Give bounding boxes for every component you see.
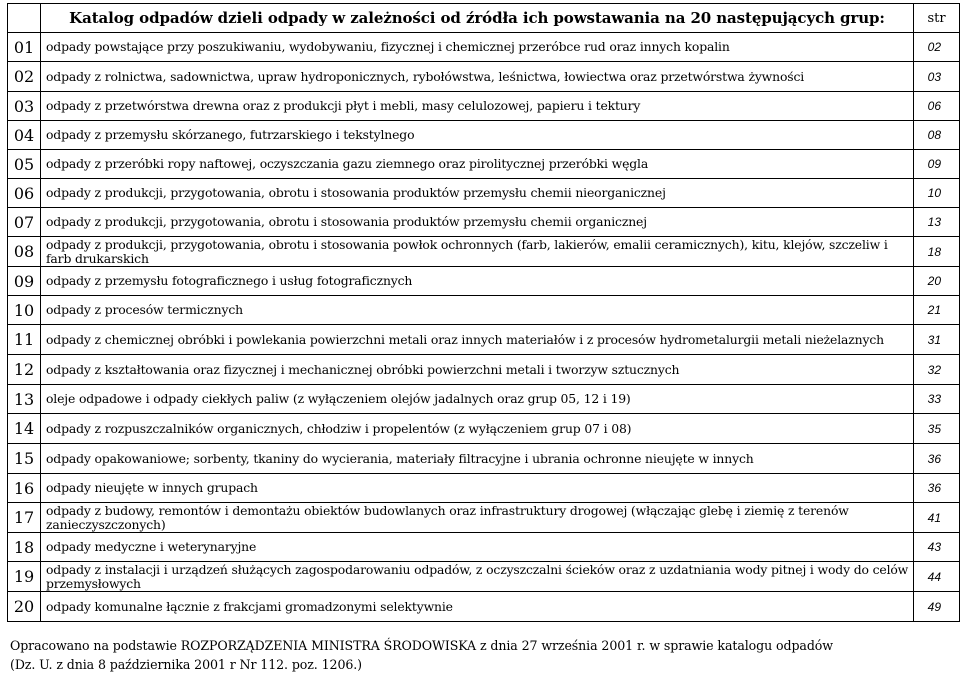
table-row (8, 267, 960, 296)
page-column-header: str (914, 4, 960, 33)
group-page-number: 35 (914, 414, 960, 444)
group-description: odpady z produkcji, przygotowania, obrotu i stosowania produktów przemysłu chemii organicznej (41, 208, 914, 237)
group-code: 20 (8, 592, 41, 622)
source-note-line-1: Opracowano na podstawie ROZPORZĄDZENIA MINISTRA ŚRODOWISKA z dnia 27 września 2001 r. w sprawie katalogu odpadów (10, 638, 833, 653)
group-page-number: 44 (914, 562, 960, 592)
table-row (8, 414, 960, 444)
table-row (8, 355, 960, 385)
group-code: 02 (8, 62, 41, 92)
group-page-number: 13 (914, 208, 960, 237)
group-description: odpady z produkcji, przygotowania, obrotu i stosowania powłok ochronnych (farb, lakierów, emalii ceramicznych), kitu, klejów, szczeliw i farb drukarskich (41, 237, 914, 267)
group-code: 17 (8, 503, 41, 533)
group-code: 08 (8, 237, 41, 267)
waste-catalog-table (7, 3, 960, 622)
group-code: 12 (8, 355, 41, 385)
group-code: 16 (8, 474, 41, 503)
group-page-number: 21 (914, 296, 960, 325)
group-page-number: 31 (914, 325, 960, 355)
group-page-number: 41 (914, 503, 960, 533)
group-description: odpady z budowy, remontów i demontażu obiektów budowlanych oraz infrastruktury drogowej (włączając glebę i ziemię z terenów zanieczyszczonych) (41, 503, 914, 533)
table-row (8, 562, 960, 592)
header-row (8, 4, 960, 33)
source-note (10, 636, 950, 674)
group-description: odpady komunalne łącznie z frakcjami gromadzonymi selektywnie (41, 592, 914, 622)
table-row (8, 296, 960, 325)
group-description: odpady z procesów termicznych (41, 296, 914, 325)
table-row (8, 33, 960, 62)
table-row (8, 444, 960, 474)
table-row (8, 237, 960, 267)
group-description: odpady z produkcji, przygotowania, obrotu i stosowania produktów przemysłu chemii nieorganicznej (41, 179, 914, 208)
group-page-number: 32 (914, 355, 960, 385)
group-code: 05 (8, 150, 41, 179)
catalog-title: Katalog odpadów dzieli odpady w zależności od źródła ich powstawania na 20 następujących grup: (41, 4, 914, 33)
group-code: 19 (8, 562, 41, 592)
group-code: 01 (8, 33, 41, 62)
group-description: odpady medyczne i weterynaryjne (41, 533, 914, 562)
group-description: odpady z chemicznej obróbki i powlekania powierzchni metali oraz innych materiałów i z procesów hydrometalurgii metali nieżelaznych (41, 325, 914, 355)
group-description: odpady z przemysłu skórzanego, futrzarskiego i tekstylnego (41, 121, 914, 150)
table-row (8, 208, 960, 237)
group-page-number: 03 (914, 62, 960, 92)
group-code: 14 (8, 414, 41, 444)
group-page-number: 20 (914, 267, 960, 296)
group-page-number: 09 (914, 150, 960, 179)
groups-body (8, 33, 960, 622)
group-page-number: 43 (914, 533, 960, 562)
table-row (8, 121, 960, 150)
table-row (8, 179, 960, 208)
group-code: 11 (8, 325, 41, 355)
group-description: odpady z przemysłu fotograficznego i usług fotograficznych (41, 267, 914, 296)
table-row (8, 92, 960, 121)
table-row (8, 325, 960, 355)
group-code: 10 (8, 296, 41, 325)
group-page-number: 02 (914, 33, 960, 62)
group-description: odpady z rozpuszczalników organicznych, chłodziw i propelentów (z wyłączeniem grup 07 i 08) (41, 414, 914, 444)
group-page-number: 36 (914, 474, 960, 503)
group-code: 15 (8, 444, 41, 474)
group-description: odpady z kształtowania oraz fizycznej i mechanicznej obróbki powierzchni metali i tworzyw sztucznych (41, 355, 914, 385)
group-description: odpady z rolnictwa, sadownictwa, upraw hydroponicznych, rybołówstwa, leśnictwa, łowiectwa oraz przetwórstwa żywności (41, 62, 914, 92)
group-description: odpady z przetwórstwa drewna oraz z produkcji płyt i mebli, masy celulozowej, papieru i tektury (41, 92, 914, 121)
group-description: odpady z przeróbki ropy naftowej, oczyszczania gazu ziemnego oraz pirolitycznej przeróbki węgla (41, 150, 914, 179)
group-description: odpady nieujęte w innych grupach (41, 474, 914, 503)
group-page-number: 49 (914, 592, 960, 622)
group-page-number: 08 (914, 121, 960, 150)
table-row (8, 62, 960, 92)
group-code: 07 (8, 208, 41, 237)
table-row (8, 592, 960, 622)
group-page-number: 06 (914, 92, 960, 121)
group-page-number: 18 (914, 237, 960, 267)
group-description: odpady powstające przy poszukiwaniu, wydobywaniu, fizycznej i chemicznej przeróbce rud oraz innych kopalin (41, 33, 914, 62)
table-row (8, 150, 960, 179)
group-code: 03 (8, 92, 41, 121)
group-page-number: 36 (914, 444, 960, 474)
group-code: 13 (8, 385, 41, 414)
group-code: 04 (8, 121, 41, 150)
source-note-line-2: (Dz. U. z dnia 8 października 2001 r Nr 112. poz. 1206.) (10, 657, 362, 672)
group-code: 09 (8, 267, 41, 296)
group-code: 06 (8, 179, 41, 208)
table-row (8, 533, 960, 562)
group-description: oleje odpadowe i odpady ciekłych paliw (z wyłączeniem olejów jadalnych oraz grup 05, 12 i 19) (41, 385, 914, 414)
table-row (8, 503, 960, 533)
header-empty-cell (8, 4, 41, 33)
group-description: odpady opakowaniowe; sorbenty, tkaniny do wycierania, materiały filtracyjne i ubrania ochronne nieujęte w innych (41, 444, 914, 474)
group-code: 18 (8, 533, 41, 562)
group-page-number: 10 (914, 179, 960, 208)
table-row (8, 385, 960, 414)
group-description: odpady z instalacji i urządzeń służących zagospodarowaniu odpadów, z oczyszczalni ścieków oraz z uzdatniania wody pitnej i wody do celów przemysłowych (41, 562, 914, 592)
group-page-number: 33 (914, 385, 960, 414)
table-row (8, 474, 960, 503)
